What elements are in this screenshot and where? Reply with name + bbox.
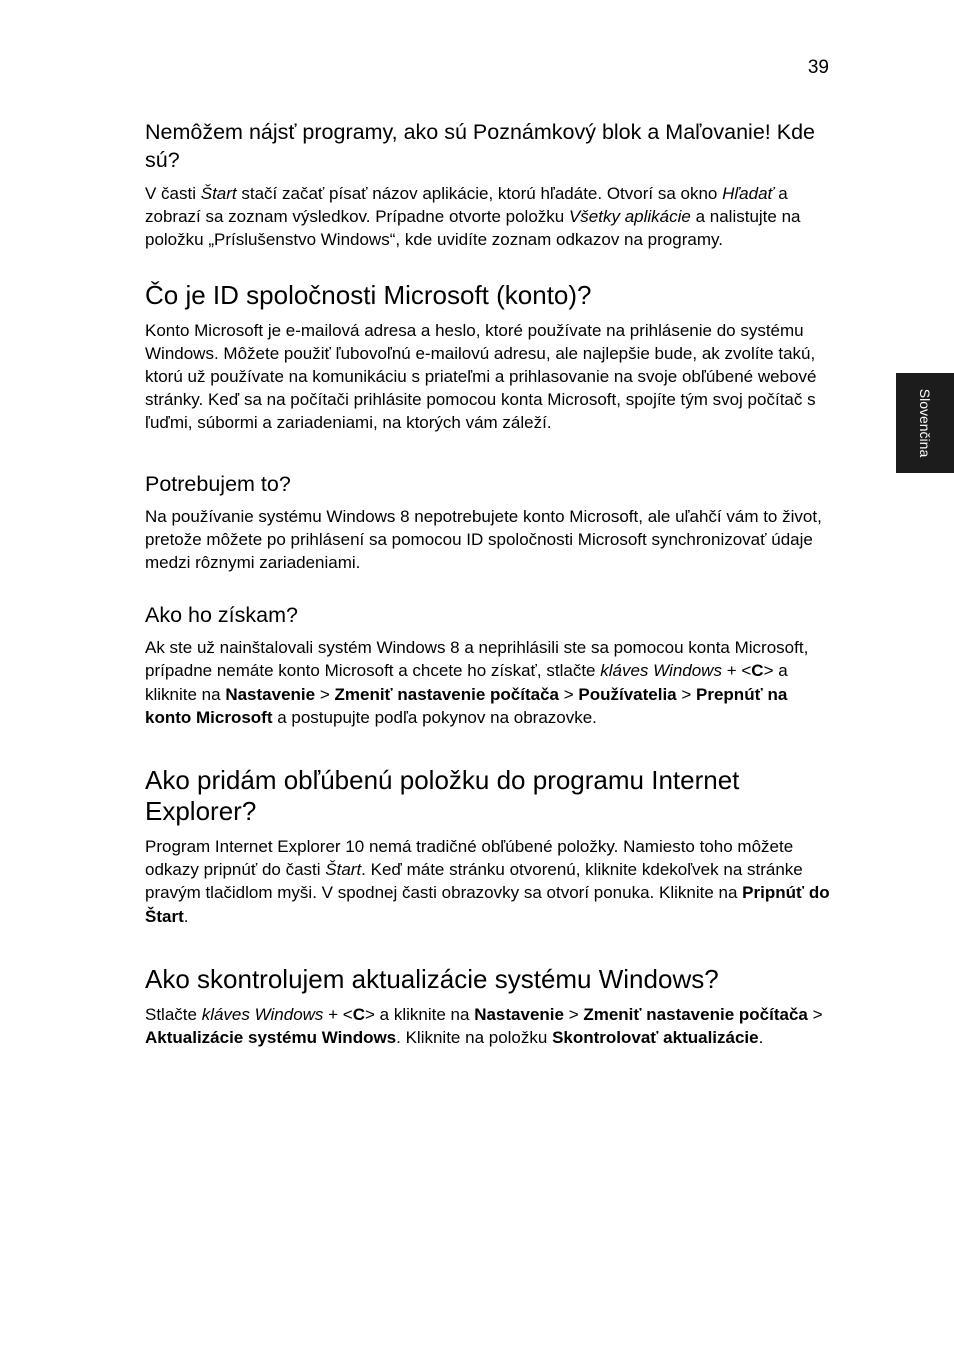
body-text: stačí začať písať názov aplikácie, ktorú hľadáte. Otvorí sa okno bbox=[236, 184, 723, 203]
body-text: > bbox=[563, 1004, 584, 1024]
section-heading-need-it: Potrebujem to? bbox=[145, 471, 291, 496]
italic-text: kláves Windows bbox=[600, 661, 722, 681]
body-text: Stlačte bbox=[145, 1004, 202, 1024]
body-text: > bbox=[559, 684, 579, 704]
section-heading-microsoft-id: Čo je ID spoločnosti Microsoft (konto)? bbox=[145, 279, 592, 310]
body-text: . Kliknite na položku bbox=[396, 1028, 553, 1048]
bold-text: Nastavenie bbox=[225, 684, 316, 704]
body-text: Program Internet Explorer 10 nemá tradičné obľúbené položky. Namiesto toho môžete odkazy pripnúť do časti bbox=[145, 837, 794, 880]
language-tab-label: Slovenčina bbox=[917, 388, 933, 458]
body-text: a postupujte podľa pokynov na obrazovke. bbox=[272, 707, 597, 727]
body-text: Na používanie systému Windows 8 nepotrebujete konto Microsoft, ale uľahčí vám to život, pretože môžete po prihlásení sa pomocou ID spoločnosti Microsoft synchronizovať údaje medzi rôznymi zariadeniami. bbox=[145, 506, 822, 573]
bold-text: Aktualizácie systému Windows bbox=[145, 1028, 397, 1048]
section-heading-ie-favorites: Ako pridám obľúbenú položku do programu Internet Explorer? bbox=[145, 765, 740, 827]
body-text: > a kliknite na bbox=[365, 1004, 475, 1024]
bold-text: Skontrolovať aktualizácie bbox=[552, 1028, 759, 1048]
body-text: Ak ste už nainštalovali systém Windows 8 a neprihlásili ste sa pomocou konta Microsoft, prípadne nemáte konto Microsoft a chcete ho získať, stlačte bbox=[145, 638, 809, 681]
body-text: V časti bbox=[145, 184, 201, 203]
bold-text: C bbox=[352, 1004, 366, 1024]
body-text: . bbox=[183, 906, 189, 926]
bold-text: Zmeniť nastavenie počítača bbox=[334, 684, 559, 704]
section-body-find-programs bbox=[145, 182, 835, 252]
body-text: > a kliknite na bbox=[145, 661, 788, 704]
section-heading-find-programs: Nemôžem nájsť programy, ako sú Poznámkový blok a Maľovanie! Kde sú? bbox=[145, 120, 815, 172]
section-body-microsoft-id bbox=[145, 319, 835, 435]
bold-text: Prepnúť na konto Microsoft bbox=[145, 684, 788, 727]
body-text: Konto Microsoft je e-mailová adresa a heslo, ktoré používate na prihlásenie do systému Windows. Môžete použiť ľubovoľnú e-mailovú adresu, ale najlepšie bude, ak zvolíte takú, ktorú už používate na komunikáciu s priateľmi a prihlasovanie na svoje obľúbené webové stránky. Keď sa na počítači prihlásite pomocou konta Microsoft, spojíte tým svoj počítač s ľuďmi, súbormi a zariadeniami, na ktorých vám záleží. bbox=[145, 320, 817, 433]
section-body-need-it bbox=[145, 505, 835, 575]
italic-text: Štart bbox=[200, 184, 237, 203]
section-heading-get-it: Ako ho získam? bbox=[145, 603, 298, 628]
body-text: > bbox=[315, 684, 335, 704]
body-text: a nalistujte na položku „Príslušenstvo Windows“, kde uvidíte zoznam odkazov na programy. bbox=[145, 207, 801, 250]
bold-text: Nastavenie bbox=[474, 1004, 564, 1024]
page-number: 39 bbox=[807, 57, 829, 78]
section-heading-windows-updates: Ako skontrolujem aktualizácie systému Windows? bbox=[145, 963, 719, 994]
section-body-windows-updates bbox=[145, 1003, 835, 1049]
bold-text: Používatelia bbox=[578, 684, 677, 704]
body-text: + < bbox=[323, 1004, 353, 1024]
body-text: > bbox=[807, 1004, 823, 1024]
italic-text: Hľadať bbox=[722, 184, 774, 203]
body-text: a zobrazí sa zoznam výsledkov. Prípadne otvorte položku bbox=[145, 184, 788, 227]
italic-text: Štart bbox=[325, 860, 362, 880]
bold-text: Pripnúť do Štart bbox=[145, 883, 830, 926]
body-text: > bbox=[676, 684, 697, 704]
italic-text: Všetky aplikácie bbox=[568, 207, 691, 227]
section-body-get-it bbox=[145, 636, 835, 729]
body-text: + < bbox=[721, 661, 752, 681]
section-body-ie-favorites bbox=[145, 835, 835, 928]
page-content bbox=[145, 118, 835, 1049]
italic-text: kláves Windows bbox=[201, 1004, 324, 1024]
language-side-tab bbox=[896, 373, 954, 473]
body-text: . Keď máte stránku otvorenú, kliknite kdekoľvek na stránke pravým tlačidlom myši. V spodnej časti obrazovky sa otvorí ponuka. Kliknite na bbox=[145, 860, 803, 903]
body-text: . bbox=[758, 1028, 764, 1048]
bold-text: C bbox=[751, 661, 764, 681]
bold-text: Zmeniť nastavenie počítača bbox=[583, 1004, 808, 1024]
